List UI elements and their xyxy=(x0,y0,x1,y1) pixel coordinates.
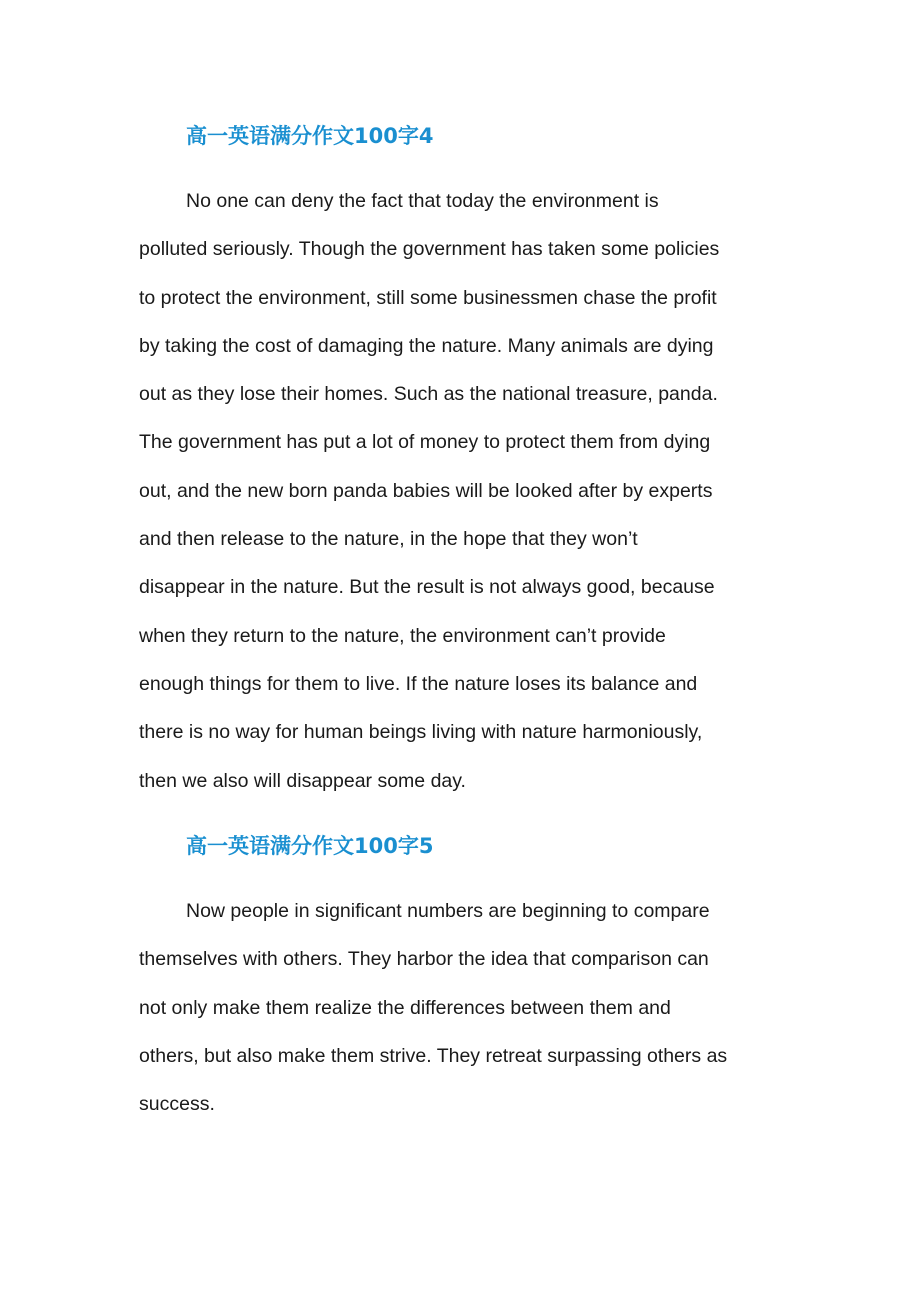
essay-4-line: enough things for them to live. If the nature loses its balance and xyxy=(139,672,698,695)
essay-4-line: by taking the cost of damaging the nature. Many animals are dying xyxy=(139,334,714,357)
essay-4-body xyxy=(139,177,789,805)
essay-5-heading: 高一英语满分作文100字5 xyxy=(186,834,434,858)
essay-4-heading: 高一英语满分作文100字4 xyxy=(186,124,434,148)
essay-4-line: to protect the environment, still some businessmen chase the profit xyxy=(139,286,717,309)
essay-4-line: there is no way for human beings living with nature harmoniously, xyxy=(139,721,703,744)
essay-4-line: out, and the new born panda babies will be looked after by experts xyxy=(139,479,713,502)
essay-5-line: Now people in significant numbers are beginning to compare xyxy=(186,900,710,922)
essay-5-line: themselves with others. They harbor the idea that comparison can xyxy=(139,948,709,971)
essay-4-line: out as they lose their homes. Such as the national treasure, panda. xyxy=(139,383,718,406)
essay-5-line: others, but also make them strive. They retreat surpassing others as xyxy=(139,1044,728,1067)
essay-5-body xyxy=(139,887,789,1128)
essay-4-line: The government has put a lot of money to protect them from dying xyxy=(139,431,711,454)
essay-4-line: disappear in the nature. But the result is not always good, because xyxy=(139,576,715,599)
essay-4-line: No one can deny the fact that today the environment is xyxy=(186,190,659,212)
essay-5-line: not only make them realize the differences between them and xyxy=(139,996,671,1019)
essay-4-line: polluted seriously. Though the government has taken some policies xyxy=(139,238,720,261)
essay-4-line: then we also will disappear some day. xyxy=(139,769,466,792)
essay-4-line: and then release to the nature, in the hope that they won’t xyxy=(139,528,638,551)
essay-5-line: success. xyxy=(139,1093,215,1116)
essay-4-line: when they return to the nature, the environment can’t provide xyxy=(139,624,666,647)
